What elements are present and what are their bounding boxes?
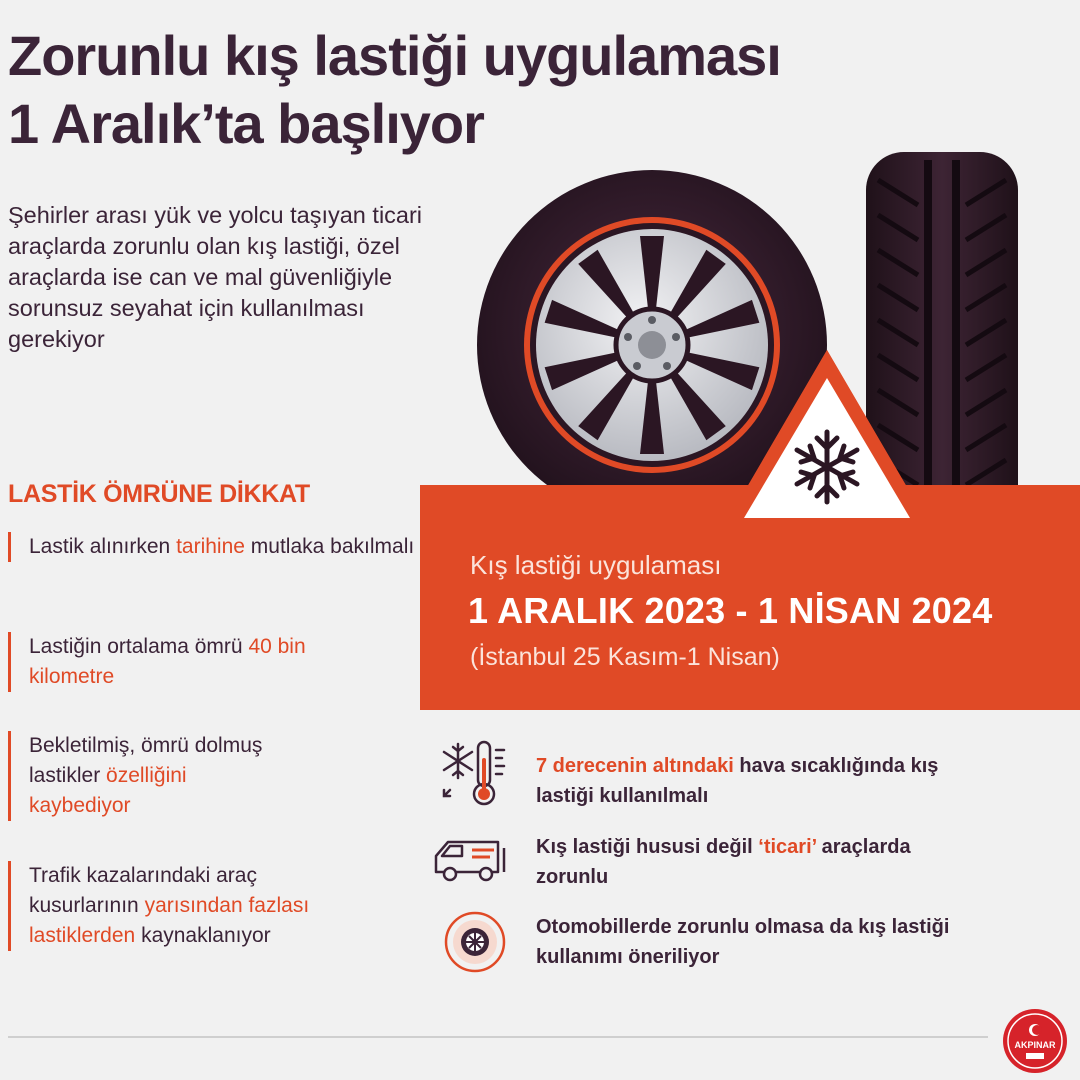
info-highlight: ‘ticari’ <box>758 836 817 858</box>
section-heading: LASTİK ÖMRÜNE DİKKAT <box>8 480 310 508</box>
tire-icon <box>443 910 507 974</box>
tip-text: Lastiğin ortalama ömrü <box>29 635 249 658</box>
tip-text: Lastik alınırken <box>29 535 177 558</box>
tip-item <box>8 731 269 821</box>
info-text: Otomobillerde zorunlu olmasa da kış lastiği kullanımı öneriliyor <box>536 916 950 968</box>
banner-label: Kış lastiği uygulaması <box>470 550 722 580</box>
intro-text: Şehirler arası yük ve yolcu taşıyan ticari araçlarda zorunlu olan kış lastiği, özel araçlarda ise can ve mal güvenliğiyle sorunsuz seyahat için kullanılması gerekiyor <box>8 202 423 352</box>
thermometer-snow-icon <box>440 738 510 808</box>
tip-item <box>8 632 329 692</box>
van-icon <box>432 834 516 884</box>
info-text: araçlarda zorunlu <box>536 836 911 888</box>
akpinar-logo <box>1002 1008 1068 1074</box>
info-item-cars <box>536 912 976 972</box>
tip-text: mutlaka bakılmalı <box>244 535 415 558</box>
tip-highlight: özelliğini kaybediyor <box>29 764 187 817</box>
info-text: hava sıcaklığında kış lastiği kullanılmalı <box>536 755 939 807</box>
banner-note: (İstanbul 25 Kasım-1 Nisan) <box>470 643 780 671</box>
title-line-1: Zorunlu kış lastiği uygulaması <box>8 24 781 87</box>
tip-highlight: 40 bin kilometre <box>29 635 306 688</box>
footer-divider <box>8 1036 988 1038</box>
tip-item <box>8 532 449 562</box>
tip-text: Trafik kazalarındaki araç kusurlarının <box>29 864 257 917</box>
title-line-2: 1 Aralık’ta başlıyor <box>8 92 484 155</box>
tip-highlight: yarısından fazlası lastiklerden <box>29 894 310 947</box>
logo-text: AKPINAR <box>1014 1040 1056 1050</box>
tip-highlight: tarihine <box>176 535 245 558</box>
info-highlight: 7 derecenin altındaki <box>536 755 734 777</box>
info-item-commercial <box>536 832 976 892</box>
tip-text: Bekletilmiş, ömrü dolmuş lastikler <box>29 734 263 787</box>
tip-text: kaynaklanıyor <box>135 924 271 947</box>
tip-item <box>8 861 319 951</box>
banner-dates: 1 ARALIK 2023 - 1 NİSAN 2024 <box>468 590 993 631</box>
info-item-temperature <box>536 751 976 811</box>
info-text: Kış lastiği hususi değil <box>536 836 759 858</box>
